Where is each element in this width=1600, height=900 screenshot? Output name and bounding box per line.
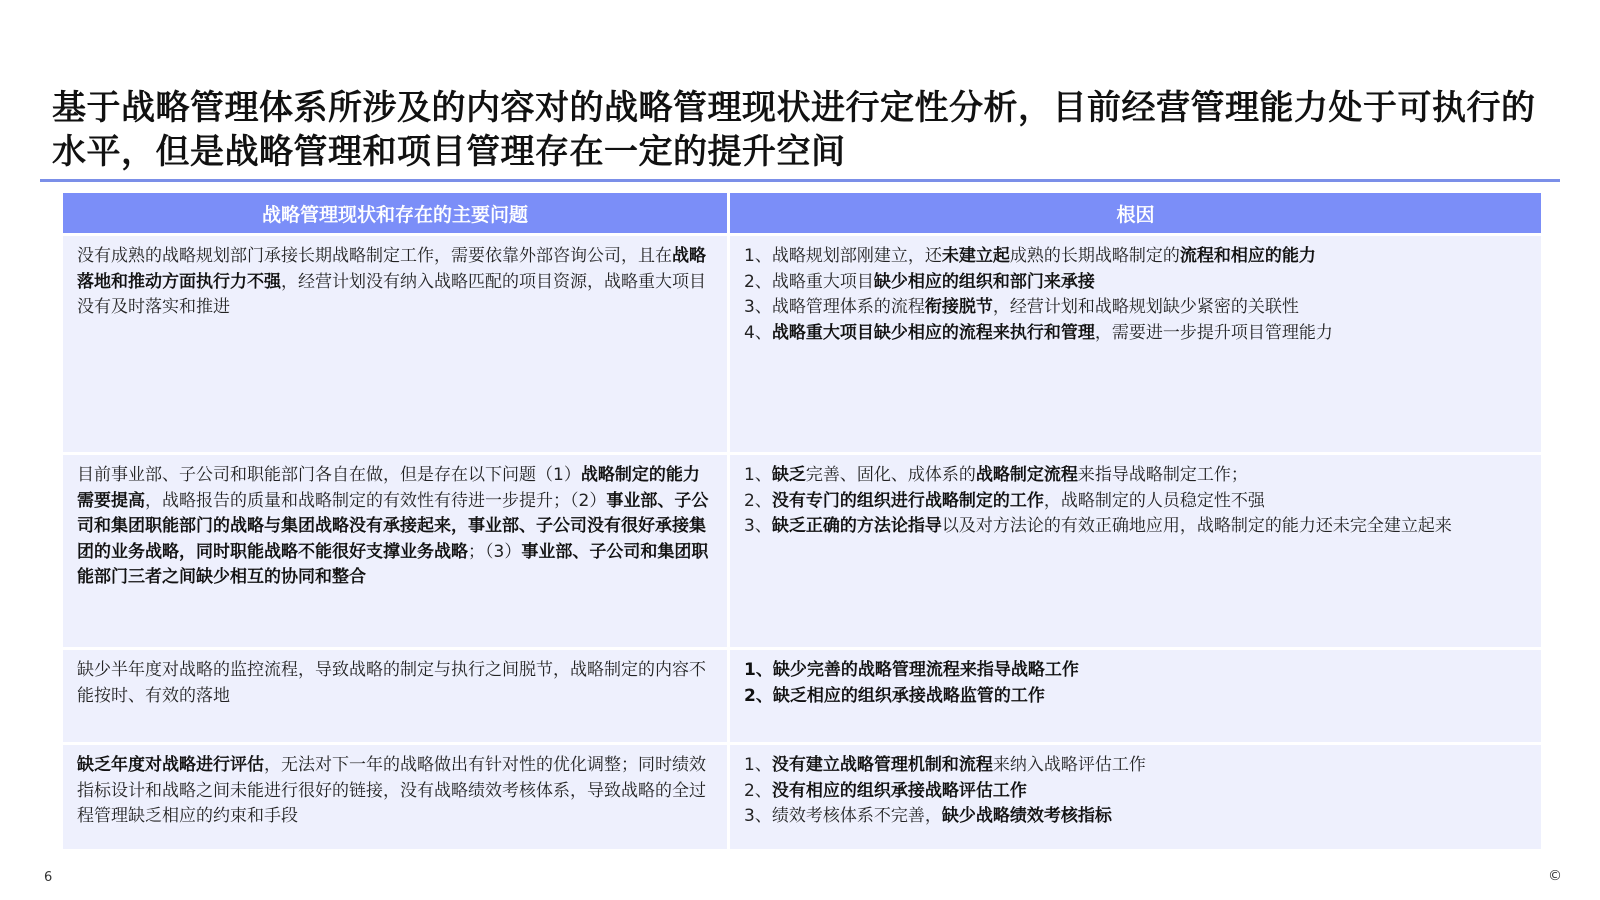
body-text: 2、战略重大项目 [744,271,874,292]
body-text: 没有成熟的战略规划部门承接长期战略制定工作，需要依靠外部咨询公司，且在 [77,246,672,266]
body-text: 来纳入战略评估工作 [992,755,1146,775]
emphasized-text: 战略制定流程 [975,465,1078,485]
table-row [63,236,1541,452]
emphasized-text: 事业部、子公司和集团职能部门的战略与集团战略没有承接起来，事业部、子公司没有很好承接集团的业务战略，同时职能战略不能很好支撑业务战略 [77,490,709,562]
body-text: ；（3） [468,541,522,562]
body-text: 以及对方法论的有效正确地应用，战略制定的能力还未完全建立起来 [941,516,1452,536]
root-cause-item [744,321,1527,347]
root-cause-cell [730,650,1541,742]
body-text: 成熟的长期战略制定的 [1009,246,1180,266]
emphasized-text: 没有建立战略管理机制和流程 [771,755,993,775]
issue-cell [63,236,727,452]
issue-cell [63,745,727,849]
root-cause-item [744,753,1527,779]
emphasized-text: 未建立起 [941,246,1010,266]
emphasized-text: 缺乏正确的方法论指导 [771,516,942,536]
table-row [63,455,1541,647]
root-cause-cell [730,455,1541,647]
body-text: 3、绩效考核体系不完善， [744,806,942,826]
body-text: ，战略报告的质量和战略制定的有效性有待进一步提升；（2） [145,490,607,511]
root-cause-item [744,514,1527,540]
body-text: 2、 [744,490,772,511]
root-cause-item [744,658,1527,684]
body-text: ，无法对下一年的战略做出有针对性的优化调整；同时绩效指标设计和战略之间未能进行很好的链接，没有战略绩效考核体系，导致战略的全过程管理缺乏相应的约束和手段 [77,755,706,826]
body-text: 缺少半年度对战略的监控流程，导致战略的制定与执行之间脱节，战略制定的内容不能按时、有效的落地 [77,660,706,706]
emphasized-text: 1、缺少完善的战略管理流程来指导战略工作 [744,660,1079,680]
body-text: ，战略制定的人员稳定性不强 [1043,490,1265,511]
emphasized-text: 没有相应的组织承接战略评估工作 [771,780,1027,801]
emphasized-text: 缺乏 [771,465,806,485]
table-row [63,745,1541,849]
body-text: 目前事业部、子公司和职能部门各自在做，但是存在以下问题（1） [77,465,581,485]
body-text: ，经营计划没有纳入战略匹配的项目资源，战略重大项目没有及时落实和推进 [77,271,706,317]
emphasized-text: 缺少战略绩效考核指标 [941,806,1112,826]
body-text: 3、 [744,516,772,536]
header-issues: 战略管理现状和存在的主要问题 [63,193,727,233]
page-number: 6 [44,870,53,885]
emphasized-text: 没有专门的组织进行战略制定的工作 [771,490,1044,511]
issue-cell [63,650,727,742]
analysis-table [60,190,1544,852]
body-text: ，需要进一步提升项目管理能力 [1094,322,1333,343]
emphasized-text: 流程和相应的能力 [1179,246,1316,266]
emphasized-text: 事业部、子公司和集团职能部门三者之间缺少相互的协同和整合 [77,541,709,587]
issue-cell [63,455,727,647]
root-cause-item [744,779,1527,805]
body-text: 4、 [744,322,772,343]
root-cause-item [744,489,1527,515]
copyright-icon: © [1548,868,1562,884]
root-cause-item [744,270,1527,296]
emphasized-text: 战略重大项目缺少相应的流程来执行和管理 [771,322,1095,343]
body-text: ，经营计划和战略规划缺少紧密的关联性 [992,297,1299,317]
emphasized-text: 战略落地和推动方面执行力不强 [77,246,706,292]
table-row [63,650,1541,742]
body-text: 1、战略规划部刚建立，还 [744,246,942,266]
body-text: 完善、固化、成体系的 [805,465,976,485]
root-cause-item [744,295,1527,321]
root-cause-item [744,684,1527,710]
root-cause-cell [730,236,1541,452]
page-title: 基于战略管理体系所涉及的内容对的战略管理现状进行定性分析，目前经营管理能力处于可执行的水平，但是战略管理和项目管理存在一定的提升空间 [52,88,1536,172]
body-text: 3、战略管理体系的流程 [744,297,925,317]
emphasized-text: 衔接脱节 [924,297,993,317]
root-cause-cell [730,745,1541,849]
root-cause-item [744,244,1527,270]
emphasized-text: 战略制定的能力需要提高 [77,465,700,511]
header-root-causes: 根因 [730,193,1541,233]
emphasized-text: 缺乏年度对战略进行评估 [77,755,264,775]
root-cause-item [744,463,1527,489]
table-header-row [63,193,1541,233]
emphasized-text: 2、缺乏相应的组织承接战略监管的工作 [744,685,1045,706]
emphasized-text: 缺少相应的组织和部门来承接 [873,271,1095,292]
body-text: 1、 [744,755,772,775]
body-text: 2、 [744,780,772,801]
title-divider [40,179,1560,182]
body-text: 1、 [744,465,772,485]
root-cause-item [744,804,1527,830]
body-text: 来指导战略制定工作； [1077,465,1248,485]
